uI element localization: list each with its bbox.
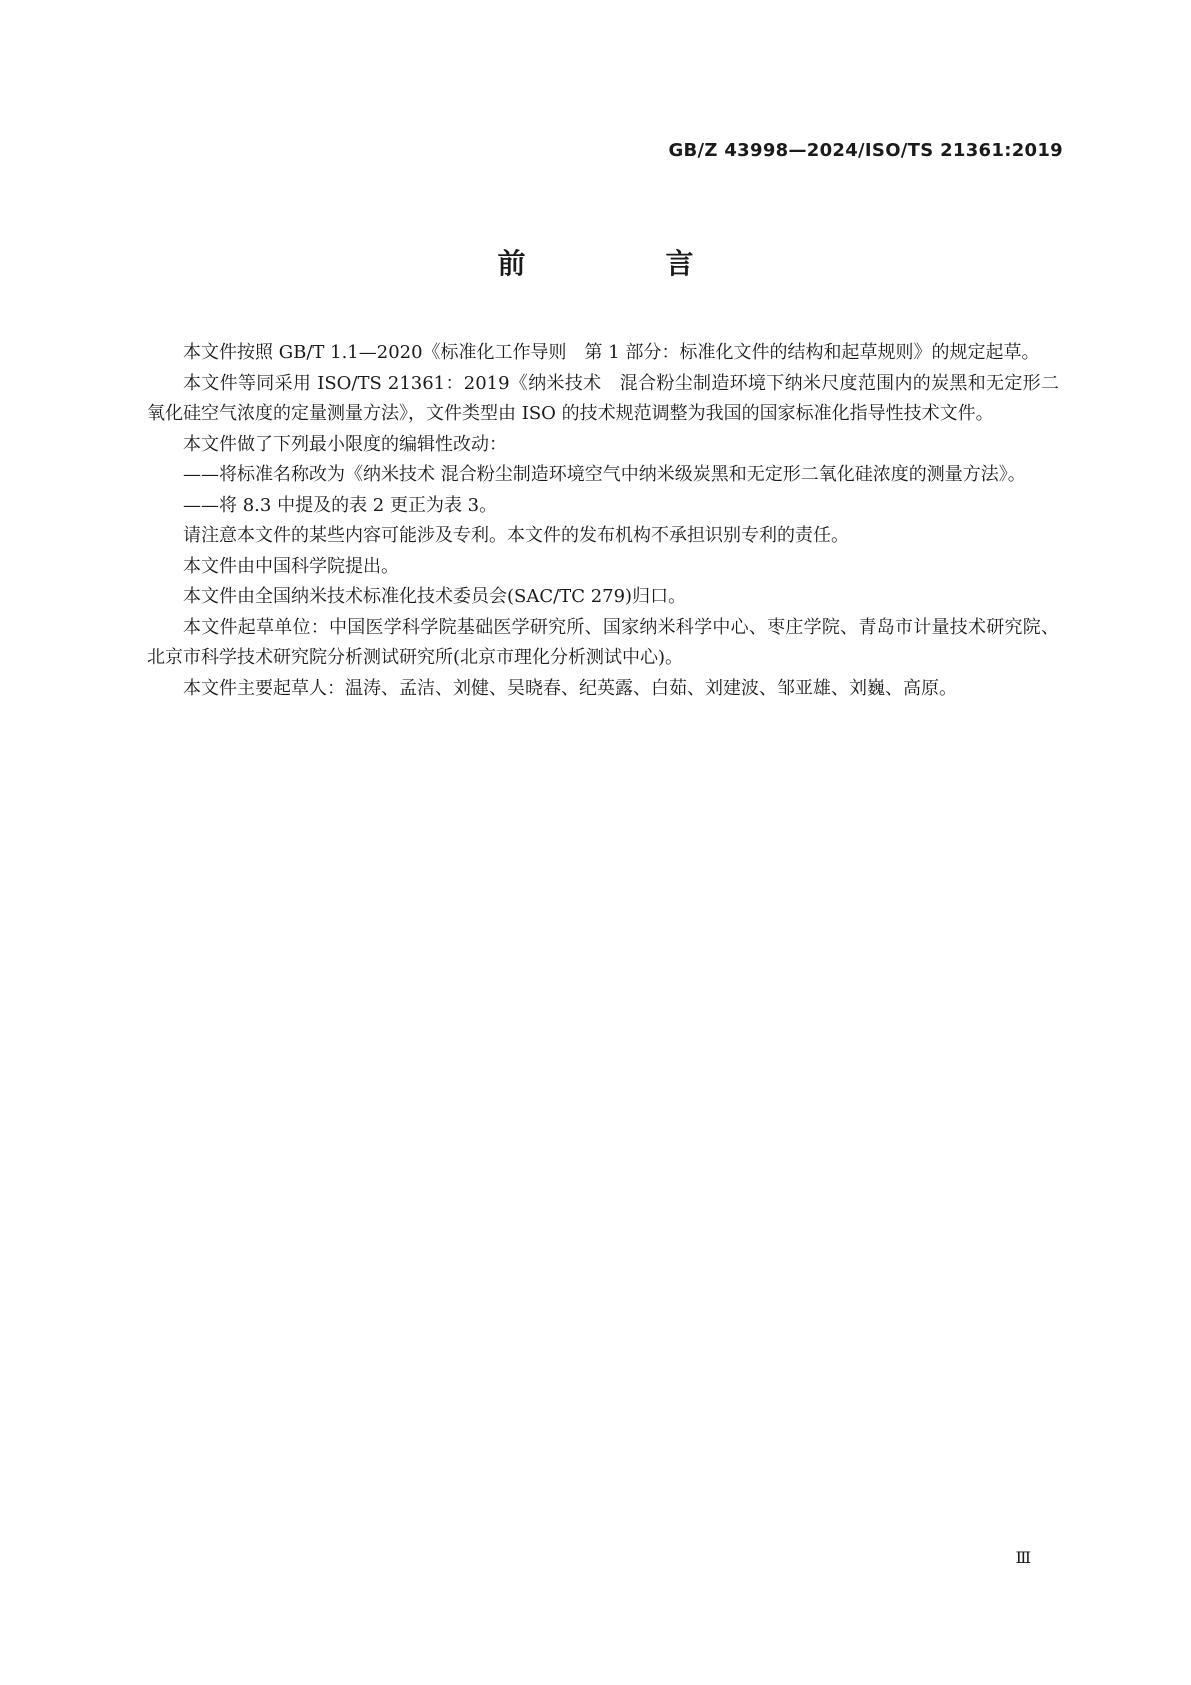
paragraph-patent-notice: 请注意本文件的某些内容可能涉及专利。本文件的发布机构不承担识别专利的责任。	[183, 525, 849, 546]
page-number: Ⅲ	[1015, 1548, 1031, 1567]
change-item: ——将标准名称改为《纳米技术 混合粉尘制造环境空气中纳米级炭黑和无定形二氧化硅浓度的测量方法》。	[183, 464, 1026, 485]
page-title: 前 言	[497, 247, 750, 280]
paragraph-drafting-rules: 本文件按照 GB/T 1.1—2020《标准化工作导则 第 1 部分：标准化文件的结构和起草规则》的规定起草。	[183, 342, 1040, 363]
paragraph-proposer: 本文件由中国科学院提出。	[183, 555, 399, 577]
paragraph-adoption: 本文件等同采用 ISO/TS 21361：2019《纳米技术 混合粉尘制造环境下纳米尺度范围内的炭黑和无定形二氧化硅空气浓度的定量测量方法》，文件类型由 ISO 的技术规范调整为我国的国家标准化指导性技术文件。	[147, 372, 1059, 424]
paragraph-drafters: 本文件主要起草人：温涛、孟洁、刘健、吴晓春、纪英露、白茹、刘建波、邹亚雄、刘巍、高原。	[183, 677, 957, 699]
paragraph-committee: 本文件由全国纳米技术标准化技术委员会(SAC/TC 279)归口。	[183, 586, 687, 607]
paragraph-edits-intro: 本文件做了下列最小限度的编辑性改动：	[183, 433, 507, 455]
paragraph-drafting-units: 本文件起草单位：中国医学科学院基础医学研究所、国家纳米科学中心、枣庄学院、青岛市计量技术研究院、北京市科学技术研究院分析测试研究所(北京市理化分析测试中心)。	[147, 616, 1059, 668]
change-item: ——将 8.3 中提及的表 2 更正为表 3。	[183, 494, 498, 516]
document-body	[147, 338, 1059, 704]
standard-code: GB/Z 43998—2024/ISO/TS 21361:2019	[668, 140, 1063, 161]
